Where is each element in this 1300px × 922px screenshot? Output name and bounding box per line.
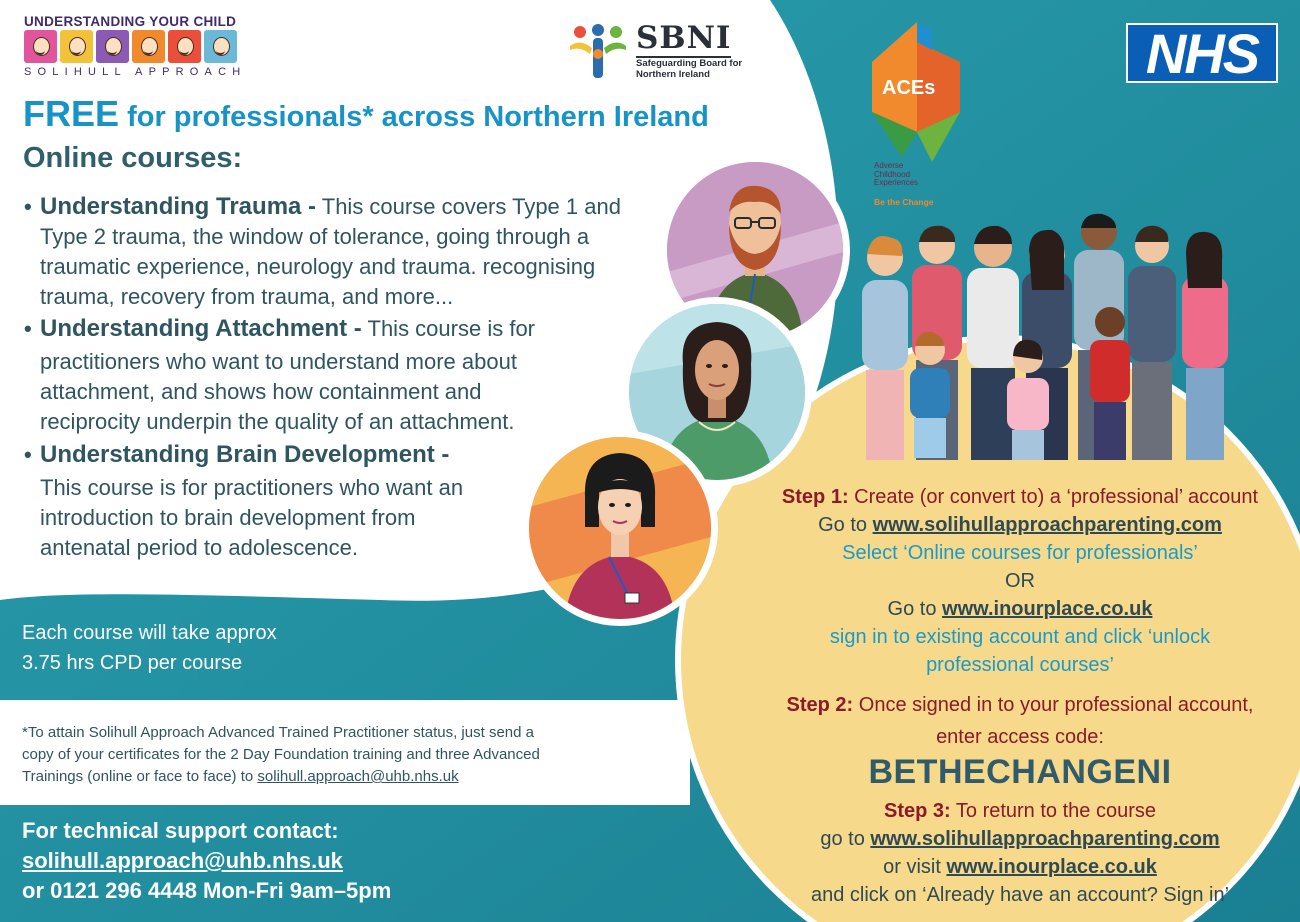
course-text: This course is for practitioners who want an <box>40 475 464 500</box>
go-to-text: Go to <box>887 598 943 620</box>
aces-logo-tagline: Be the Change <box>874 197 934 207</box>
already-account-text: and click on ‘Already have an account? Sign in’ <box>810 884 1230 906</box>
support-heading: For technical support contact: <box>22 818 339 843</box>
footnote-line: *To attain Solihull Approach Advanced Trained Practitioner status, just send a <box>22 724 534 741</box>
child-face-icon <box>96 30 129 63</box>
cpd-line: Each course will take approx <box>22 622 277 644</box>
avatar-woman-pink <box>522 430 718 626</box>
nhs-logo: NHS <box>1126 23 1278 83</box>
course-text: introduction to brain development from <box>40 505 416 530</box>
cpd-info <box>22 618 277 678</box>
footnote-line: Trainings (online or face to face) to <box>22 768 258 785</box>
adult-figure <box>1182 232 1228 460</box>
online-courses-heading: Online courses: <box>23 142 243 174</box>
uyc-logo-faces <box>24 30 237 63</box>
go-to-text: Go to <box>818 514 873 536</box>
steps-panel <box>740 483 1300 909</box>
adult-figure <box>1128 226 1176 460</box>
child-face-icon <box>60 30 93 63</box>
signin-instruction: professional courses’ <box>926 654 1114 676</box>
technical-support <box>22 816 391 906</box>
bullet-icon: • <box>24 194 32 219</box>
step1-label: Step 1: <box>781 486 849 508</box>
solihull-site-link[interactable]: www.solihullapproachparenting.com <box>872 514 1222 536</box>
support-phone: or 0121 296 4448 Mon-Fri 9am–5pm <box>22 878 392 903</box>
course-item-trauma <box>24 192 664 312</box>
course-text: This course covers Type 1 and <box>316 194 621 219</box>
course-text: traumatic experience, neurology and trauma. recognising <box>40 254 596 279</box>
headline-free: FREE <box>23 93 120 134</box>
footnote-line: copy of your certificates for the 2 Day Foundation training and three Advanced <box>22 746 540 763</box>
adult-figure <box>862 236 908 460</box>
course-item-brain-development <box>24 440 544 564</box>
course-title: Understanding Trauma - <box>40 193 317 220</box>
course-text: reciprocity underpin the quality of an attachment. <box>40 409 515 434</box>
support-email-link[interactable]: solihull.approach@uhb.nhs.uk <box>22 848 343 873</box>
select-instruction: Select ‘Online courses for professionals’ <box>842 542 1198 564</box>
enter-code-text: enter access code: <box>936 726 1104 748</box>
access-code: BETHECHANGENI <box>868 753 1172 791</box>
inourplace-site-link[interactable]: www.inourplace.co.uk <box>942 598 1153 620</box>
sbni-logo-name: SBNI <box>636 20 732 56</box>
course-text: Type 2 trauma, the window of tolerance, going through a <box>40 224 590 249</box>
aces-badge-text: ACEs <box>882 77 936 99</box>
aces-logo-subtitle: Adverse Childhood Experiences <box>874 161 919 187</box>
go-to-text: go to <box>820 828 871 850</box>
child-face-icon <box>132 30 165 63</box>
child-face-icon <box>168 30 201 63</box>
cpd-line: 3.75 hrs CPD per course <box>22 652 243 674</box>
headline-rest: for professionals* across Northern Ireland <box>119 101 709 133</box>
course-text: This course is for <box>361 316 536 341</box>
footnote-email-link[interactable]: solihull.approach@uhb.nhs.uk <box>257 768 459 785</box>
family-group-illustration <box>852 210 1252 480</box>
child-face-icon <box>24 30 57 63</box>
headline <box>23 93 709 135</box>
woman-pink-illustration <box>529 437 711 619</box>
course-text: antenatal period to adolescence. <box>40 535 359 560</box>
or-visit-text: or visit <box>883 856 947 878</box>
course-item-attachment <box>24 314 644 438</box>
course-title: Understanding Brain Development - <box>40 441 450 468</box>
bullet-icon: • <box>24 316 32 341</box>
course-text: practitioners who want to understand more about <box>40 349 517 374</box>
step3-text: To return to the course <box>950 800 1156 822</box>
signin-instruction: sign in to existing account and click ‘unlock <box>829 626 1211 648</box>
or-text: OR <box>1005 570 1035 592</box>
bullet-icon: • <box>24 442 32 467</box>
footnote <box>22 722 642 788</box>
child-figure <box>1007 340 1049 460</box>
child-face-icon <box>204 30 237 63</box>
step3-label: Step 3: <box>884 800 951 822</box>
course-title: Understanding Attachment - <box>40 315 362 342</box>
uyc-logo-subtitle: SOLIHULL APPROACH <box>24 66 247 78</box>
sbni-logo-subtitle: Safeguarding Board for Northern Ireland <box>636 58 743 80</box>
uyc-logo-title: UNDERSTANDING YOUR CHILD <box>24 14 237 29</box>
step1-text: Create (or convert to) a ‘professional’ account <box>848 486 1259 508</box>
step2-label: Step 2: <box>786 694 854 716</box>
aces-logo <box>872 22 960 164</box>
course-text: attachment, and shows how containment and <box>40 379 482 404</box>
child-figure <box>910 332 950 458</box>
solihull-site-link-return[interactable]: www.solihullapproachparenting.com <box>870 828 1220 850</box>
inourplace-site-link-return[interactable]: www.inourplace.co.uk <box>946 856 1157 878</box>
step2-text: Once signed in to your professional account, <box>853 694 1254 716</box>
course-text: trauma, recovery from trauma, and more... <box>40 284 454 309</box>
sbni-people-icon <box>566 20 630 80</box>
